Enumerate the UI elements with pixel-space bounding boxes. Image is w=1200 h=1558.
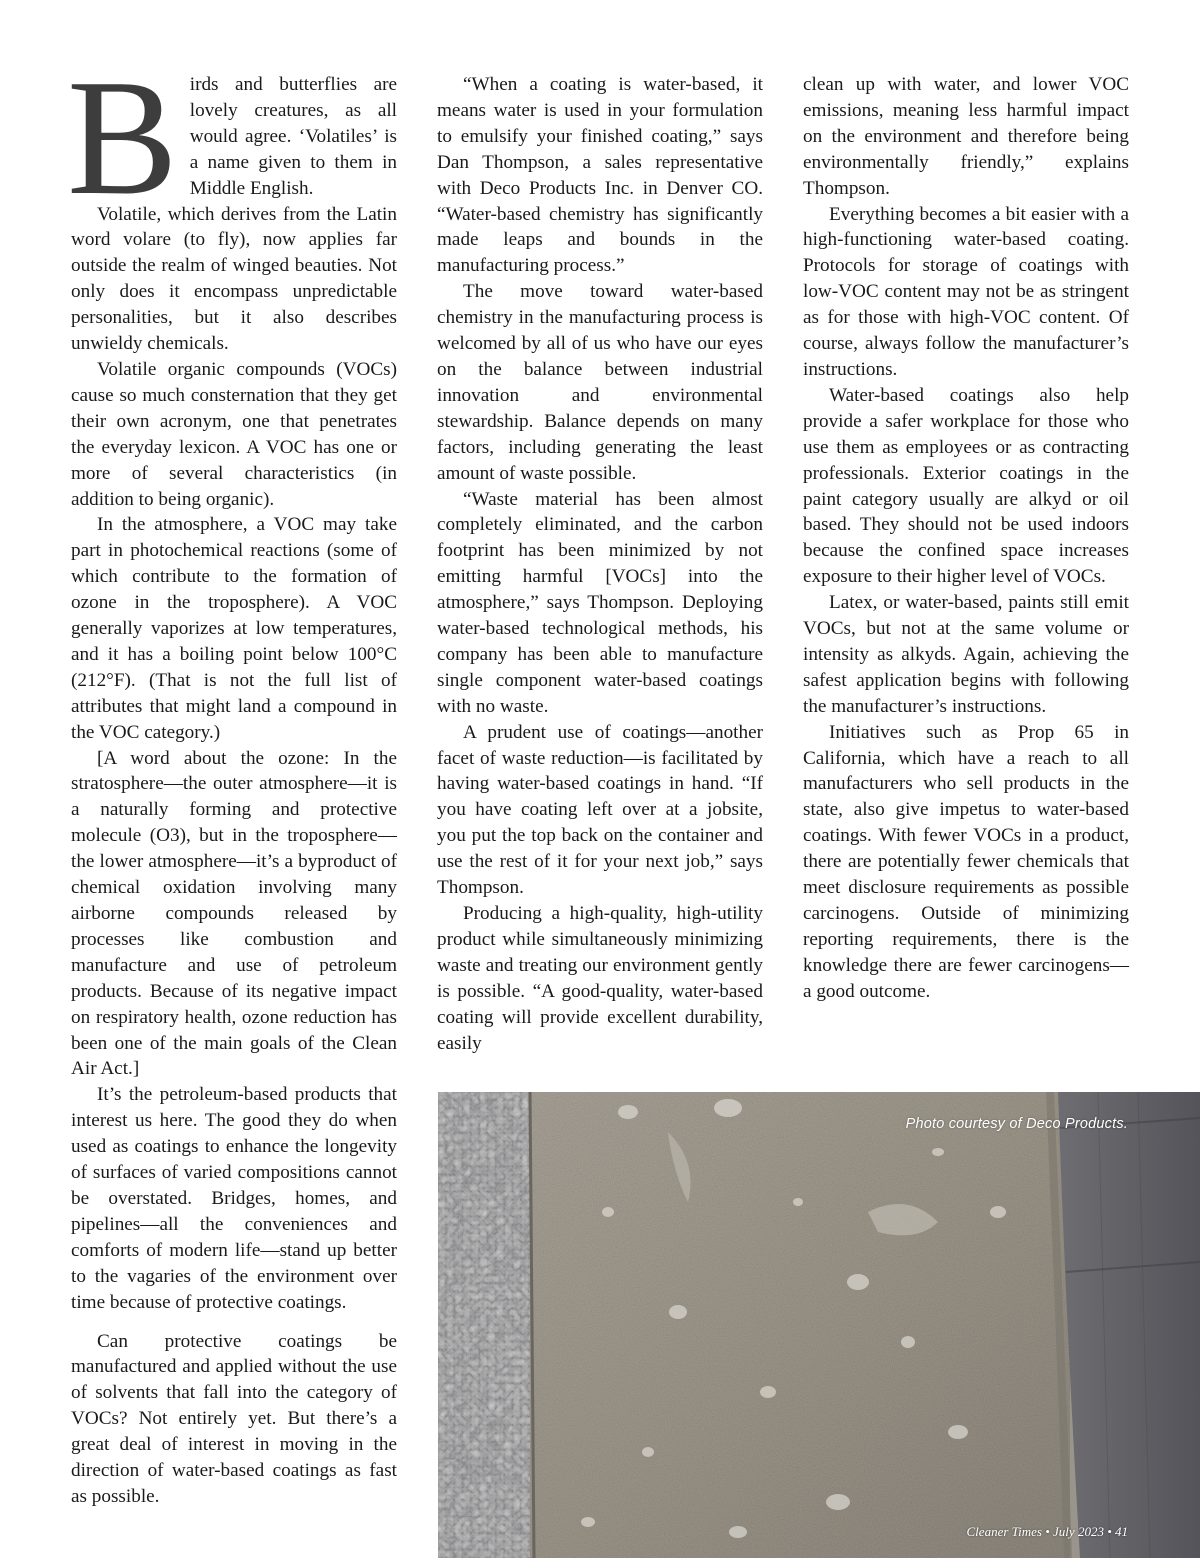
paragraph: Producing a high-quality, high-utility product while simultaneously minimizing waste and treating our environment gently is possible. “A good-quality, water-based coating will provide excellent durability, easily <box>437 903 763 1054</box>
paragraph: In the atmosphere, a VOC may take part in photochemical reactions (some of which contribute to the formation of ozone in the troposphere). A VOC generally vaporizes at low temperatures, and it has a boiling point below 100°C (212°F). (That is not the full list of attributes that might land a compound in the VOC category.) <box>71 514 397 743</box>
photo-credit: Photo courtesy of Deco Products. <box>905 1116 1128 1132</box>
photo-illustration <box>438 1092 1200 1558</box>
paragraph: A prudent use of coatings—another facet of waste reduction—is facilitated by having water-based coatings in hand. “If you have coating left over at a jobsite, you put the top back on the container and use the rest of it for your next job,” says Thompson. <box>437 721 763 899</box>
drop-cap: B <box>67 45 178 229</box>
paragraph: Volatile, which derives from the Latin word volare (to fly), now applies far outside the realm of winged beauties. Not only does it encompass unpredictable personalities, but it also describes unwieldy chemicals. <box>71 203 397 355</box>
paragraph: “Waste material has been almost completely eliminated, and the carbon footprint has been minimized by not emitting harmful [VOCs] into the atmosphere,” says Thompson. Deploying water-based technological methods, his company has been able to manufacture single component water-based coatings with no waste. <box>437 488 763 717</box>
paragraph: Can protective coatings be manufactured and applied without the use of solvents that fall into the category of VOCs? Not entirely yet. But there’s a great deal of interest in moving in the direction of water-based coatings as fast as possible. <box>71 1330 397 1507</box>
concrete-slab <box>530 1092 1070 1558</box>
article-column-2 <box>437 72 763 1056</box>
deck-boards <box>1058 1092 1200 1558</box>
paragraph: Initiatives such as Prop 65 in California, which have a reach to all manufacturers who sell products in the state, also give impetus to water-based coatings. With fewer VOCs in a product, there are potentially fewer chemicals that meet disclosure requirements as possible carcinogens. Outside of minimizing reporting requirements, there is the knowledge there are fewer carcinogens—a good outcome. <box>803 721 1129 1002</box>
paragraph: “When a coating is water-based, it means water is used in your formulation to emulsify your finished coating,” says Dan Thompson, a sales representative with Deco Products Inc. in Denver CO. “Water-based chemistry has significantly made leaps and bounds in the manufacturing process.” <box>437 74 763 277</box>
paragraph: Volatile organic compounds (VOCs) cause so much consternation that they get their own acronym, one that penetrates the everyday lexicon. A VOC has one or more of several characteristics (in addition to being organic). <box>71 358 397 510</box>
paragraph: Water-based coatings also help provide a safer workplace for those who use them as employees or as contracting professionals. Exterior coatings in the paint category usually are alkyd or oil based. They should not be used indoors because the confined space increases exposure to their higher level of VOCs. <box>803 384 1129 588</box>
paragraph: Latex, or water-based, paints still emit VOCs, but not at the same volume or intensity as alkyds. Again, achieving the safest application begins with following the manufacturer’s instructions. <box>803 592 1129 717</box>
opening-paragraph <box>67 45 397 229</box>
page-folio: Cleaner Times • July 2023 • 41 <box>966 1524 1128 1539</box>
paragraph: Everything becomes a bit easier with a high-functioning water-based coating. Protocols for storage of coatings with low-VOC content may not be as stringent as for those with high-VOC content. Of course, always follow the manufacturer’s instructions. <box>803 203 1129 380</box>
paragraph: It’s the petroleum-based products that interest us here. The good they do when used as coatings to enhance the longevity of surfaces of varied compositions cannot be overstated. Bridges, homes, and pipelines—all the conveniences and comforts of modern life—stand up better to the vagaries of the environment over time because of protective coatings. <box>71 1084 397 1313</box>
paragraph: clean up with water, and lower VOC emissions, meaning less harmful impact on the environment and therefore being environmentally friendly,” explains Thompson. <box>803 74 1129 199</box>
article-column-1 <box>67 45 397 1510</box>
paragraph: The move toward water-based chemistry in the manufacturing process is welcomed by all of us who have our eyes on the balance between industrial innovation and environmental stewardship. Balance depends on many factors, including generating the least amount of waste possible. <box>437 281 763 484</box>
paragraph-text: irds and butterflies are lovely creatures, as all would agree. ‘Volatiles’ is a name given to them in Middle English. <box>189 74 397 199</box>
coated-concrete-photo <box>438 1092 1200 1558</box>
paragraph: [A word about the ozone: In the stratosphere—the outer atmosphere—it is a naturally forming and protective molecule (O3), but in the troposphere—the lower atmosphere—it’s a byproduct of chemical oxidation involving many airborne compounds released by processes like combustion and manufacture and use of petroleum products. Because of its negative impact on respiratory health, ozone reduction has been one of the main goals of the Clean Air Act.] <box>71 747 397 1080</box>
article-column-3 <box>803 72 1129 1005</box>
